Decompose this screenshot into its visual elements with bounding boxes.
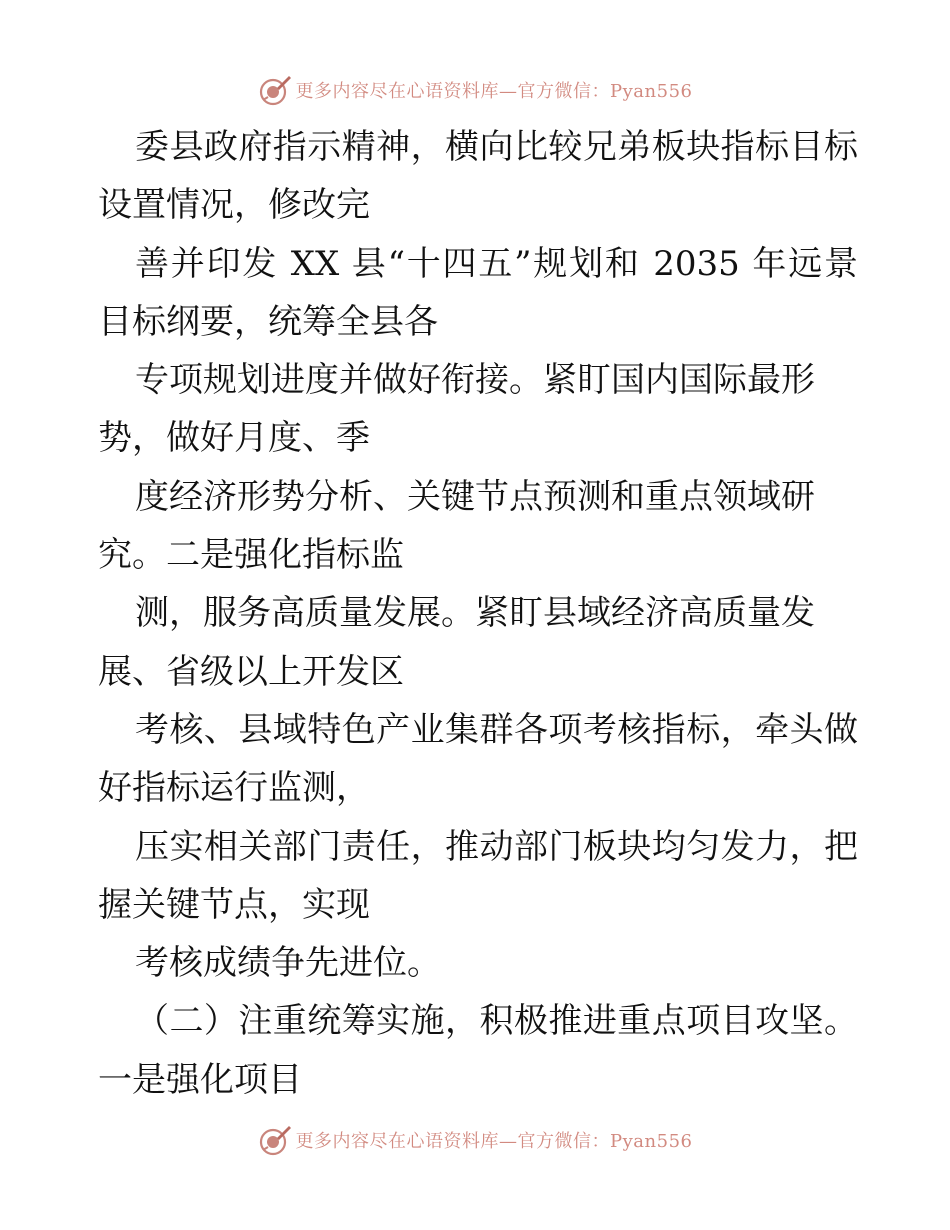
text-line: 展、省级以上开发区 — [98, 651, 404, 692]
text-line: 势，做好月度、季 — [98, 418, 370, 459]
body-text — [98, 118, 858, 1109]
text-line: 测，服务高质量发展。紧盯县域经济高质量发 — [135, 593, 815, 634]
text-line: 善并印发 XX 县“十四五”规划和 2035 年远景 — [135, 243, 858, 284]
text-line: 好指标运行监测， — [98, 768, 370, 809]
text-line: 压实相关部门责任，推动部门板块均匀发力，把 — [135, 826, 858, 867]
text-line: 委县政府指示精神，横向比较兄弟板块指标目标 — [135, 127, 858, 167]
text-line: 握关键节点，实现 — [98, 884, 370, 925]
text-line: 度经济形势分析、关键节点预测和重点领域研 — [135, 476, 815, 517]
text-line: 考核成绩争先进位。 — [135, 943, 441, 984]
watermark-text: 更多内容尽在心语资料库—官方微信：Pyan556 — [295, 81, 693, 102]
footer-watermark — [0, 1120, 950, 1160]
text-line: 一是强化项目 — [98, 1059, 302, 1100]
text-line: 设置情况，修改完 — [98, 185, 370, 226]
text-line: 究。二是强化指标监 — [98, 535, 404, 576]
text-line: 考核、县域特色产业集群各项考核指标，牵头做 — [135, 709, 858, 750]
section-heading-line: （二）注重统筹实施，积极推进重点项目攻坚。 — [135, 1001, 858, 1042]
text-line: 专项规划进度并做好衔接。紧盯国内国际最形 — [135, 360, 815, 401]
text-line: 目标纲要，统筹全县各 — [98, 301, 438, 342]
header-watermark — [0, 70, 950, 110]
watermark-text: 更多内容尽在心语资料库—官方微信：Pyan556 — [295, 1131, 693, 1152]
pen-logo-icon — [258, 1123, 292, 1157]
pen-logo-icon — [258, 73, 292, 107]
